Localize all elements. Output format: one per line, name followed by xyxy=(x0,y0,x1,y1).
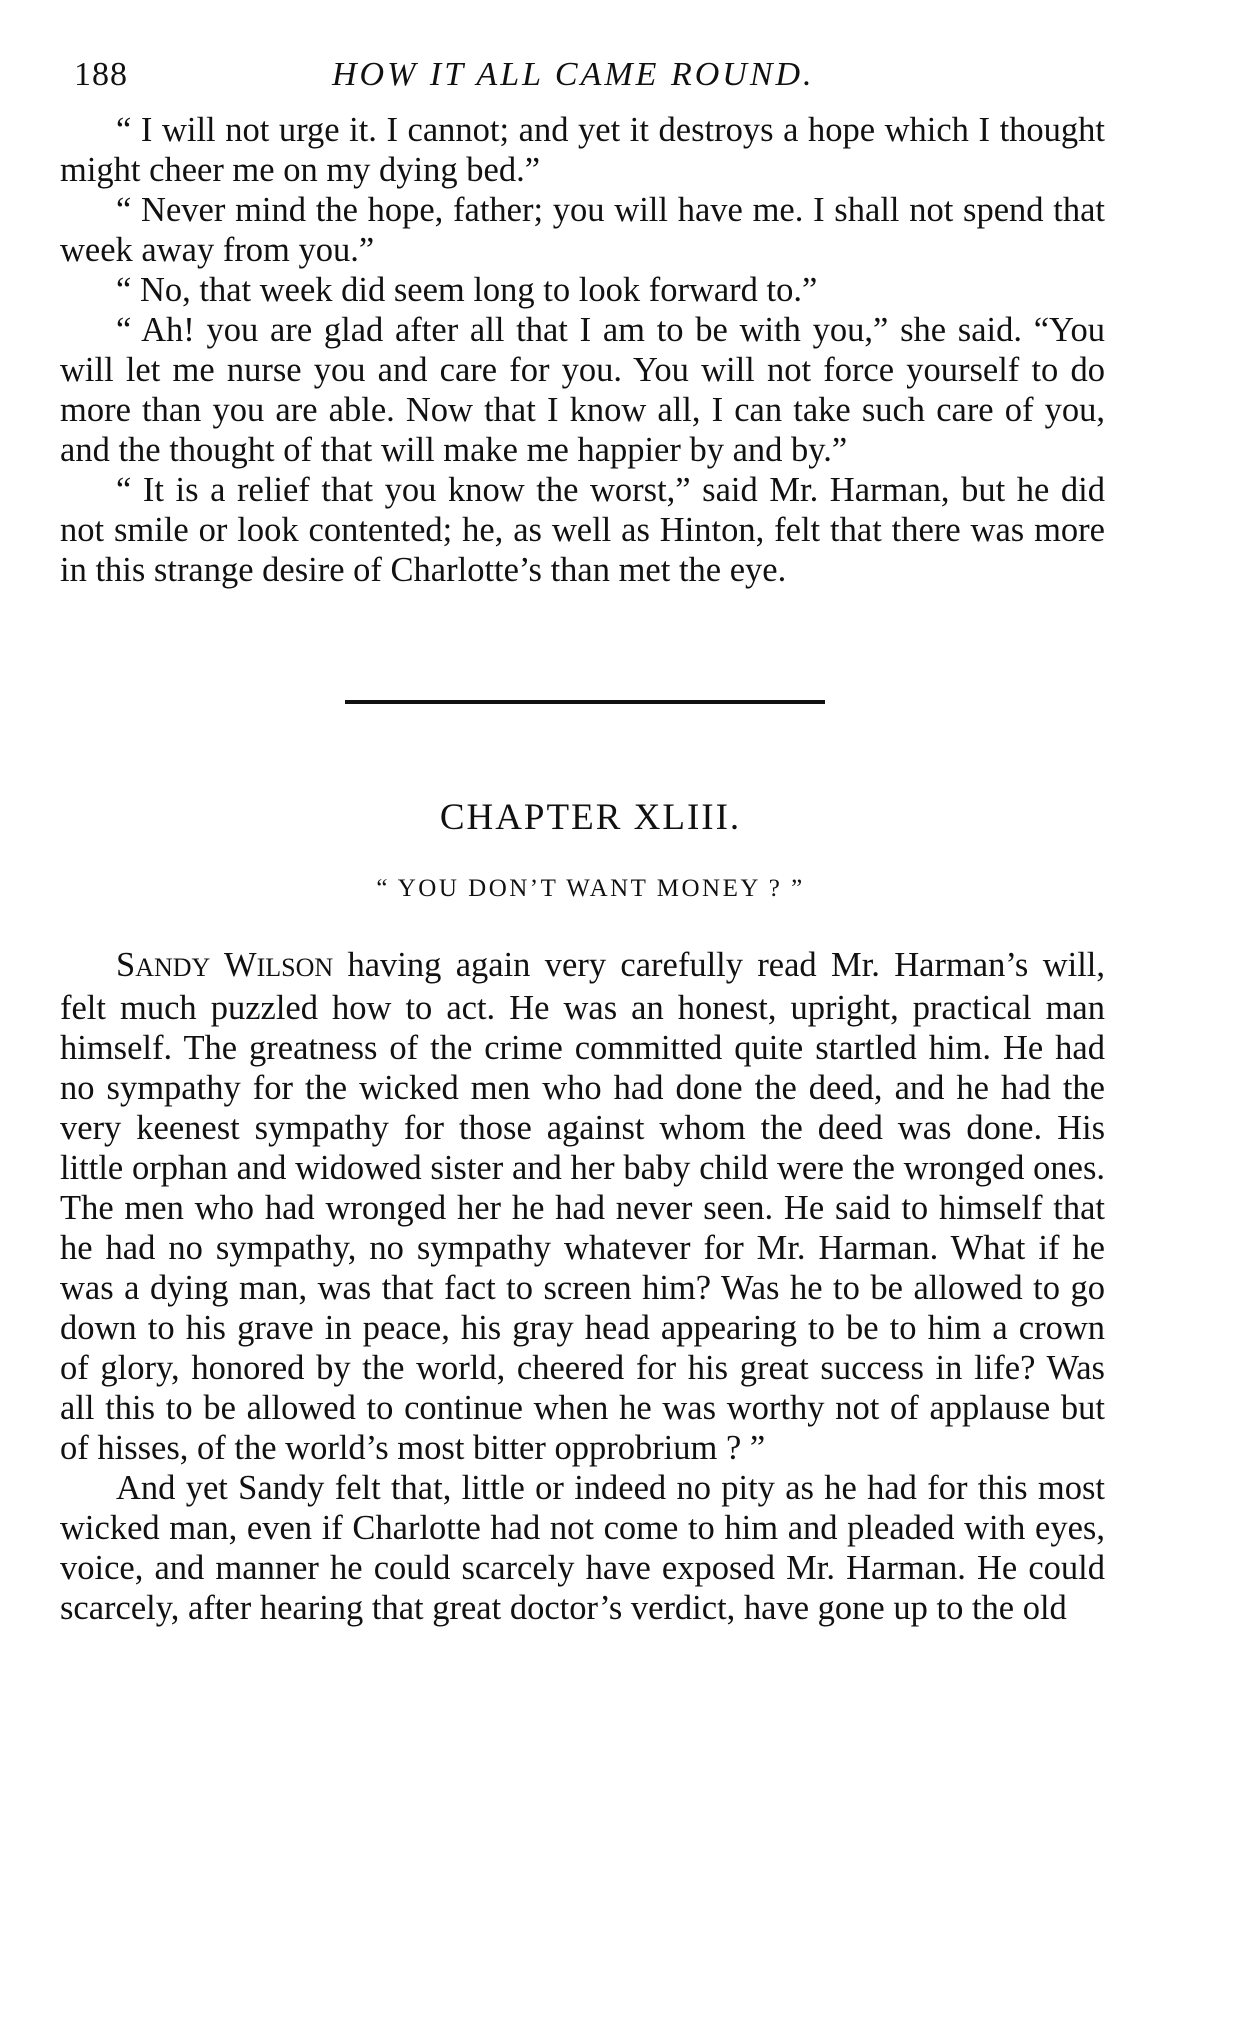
lead-in-first-initial: S xyxy=(116,946,136,984)
paragraph: “ It is a relief that you know the worst,” said Mr. Harman, but he did not smile or look contented; he, as well as Hinton, felt that there was more in this strange desire of Charlotte’s than met the eye. xyxy=(60,471,1105,589)
lead-in-first-rest: ANDY xyxy=(135,953,211,982)
book-page xyxy=(60,40,1105,1628)
paragraph: “ Never mind the hope, father; you will have me. I shall not spend that week away from you.” xyxy=(60,191,1105,269)
running-header xyxy=(60,40,1105,110)
paragraph: And yet Sandy felt that, little or indeed no pity as he had for this most wicked man, even if Charlotte had not come to him and pleaded with eyes, voice, and manner he could scarcely have exposed Mr. Harman. He could scarcely, after hearing that great doctor’s verdict, have gone up to the old xyxy=(60,1469,1105,1627)
paragraph: “ I will not urge it. I cannot; and yet it destroys a hope which I thought might cheer me on my dying bed.” xyxy=(60,111,1105,189)
page-number: 188 xyxy=(74,56,128,93)
body-text-before-chapter xyxy=(60,110,1105,590)
paragraph-text: having again very carefully read Mr. Harman’s will, felt much puzzled how to act. He was an honest, upright, practical man himself. The greatness of the crime committed quite startled him. He had no sympathy for the wicked men who had done the deed, and he had the very keenest sympathy for those against whom the deed was done. His little orphan and widowed sister and her baby child were the wronged ones. The men who had wronged her he had never seen. He said to himself that he had no sympathy, no sympathy whatever for Mr. Harman. What if he was a dying man, was that fact to screen him? Was he to be allowed to go down to his grave in peace, his gray head appearing to be to him a crown of glory, honored by the world, cheered for his great success in life? Was all this to be allowed to continue when he was worthy not of applause but of hisses, of the world’s most bitter opprobrium ? ” xyxy=(60,946,1105,1467)
paragraph: “ No, that week did seem long to look forward to.” xyxy=(116,271,818,309)
chapter-subtitle: “ YOU DON’T WANT MONEY ? ” xyxy=(376,875,805,902)
body-text-chapter xyxy=(60,945,1105,1628)
lead-in-small-caps xyxy=(116,946,333,984)
chapter-title: CHAPTER XLIII. xyxy=(439,797,742,838)
lead-in-last-rest: ILSON xyxy=(256,953,334,982)
paragraph: “ Ah! you are glad after all that I am to be with you,” she said. “You will let me nurse you and care for you. You will not force yourself to do more than you are able. Now that I know all, I can take such care of you, and the thought of that will make me happier by and by.” xyxy=(60,311,1105,469)
paragraph xyxy=(60,945,1105,1468)
running-title: HOW IT ALL CAME ROUND. xyxy=(332,56,815,93)
lead-in-last-initial: W xyxy=(224,946,257,984)
section-divider-rule xyxy=(345,700,825,704)
